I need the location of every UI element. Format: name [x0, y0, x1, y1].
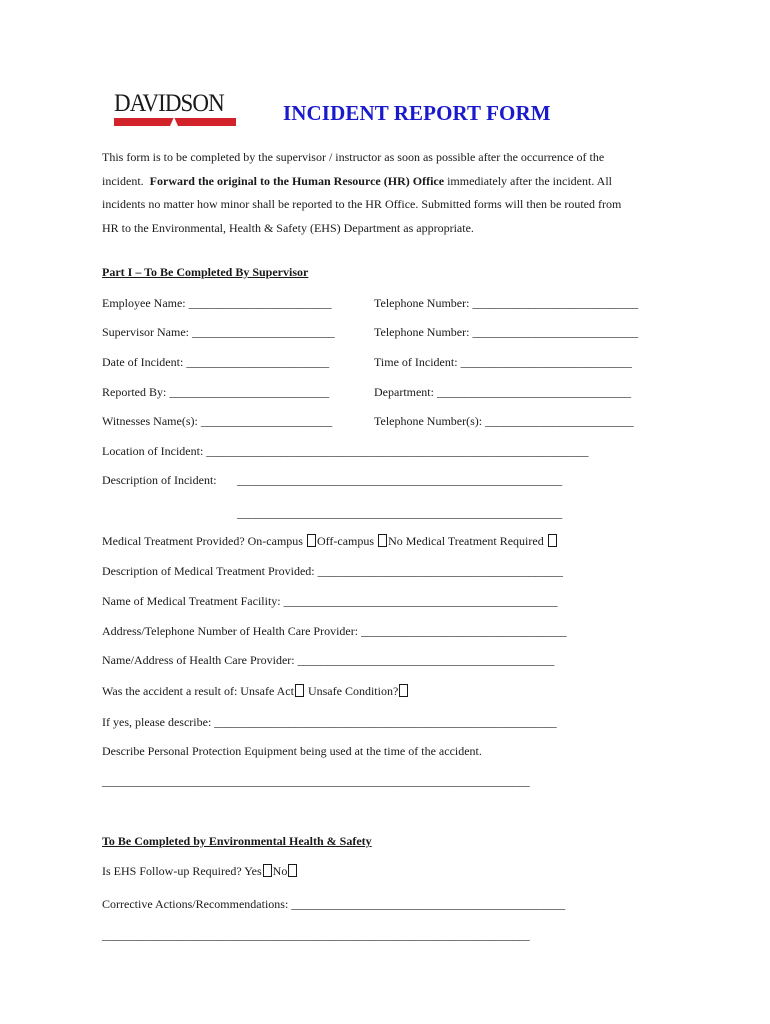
corrective-label: Corrective Actions/Recommendations:: [102, 897, 289, 911]
provider-address-field[interactable]: [102, 623, 566, 639]
department-blank[interactable]: __________________________________: [436, 385, 631, 399]
reported-by-label: Reported By:: [102, 385, 167, 399]
description-field[interactable]: [102, 472, 217, 488]
name-address-blank[interactable]: _____________________________________________: [297, 653, 555, 667]
if-yes-field[interactable]: [102, 714, 556, 730]
part1-heading: Part I – To Be Completed By Supervisor: [102, 265, 309, 279]
employee-phone-label: Telephone Number:: [374, 296, 470, 310]
employee-name-label: Employee Name:: [102, 296, 186, 310]
ehs-heading: To Be Completed by Environmental Health & Safety: [102, 834, 372, 848]
no-medical-checkbox[interactable]: [548, 534, 557, 547]
provider-address-label: Address/Telephone Number of Health Care Provider:: [102, 624, 359, 638]
on-campus-checkbox[interactable]: [307, 534, 316, 547]
witnesses-blank[interactable]: _______________________: [200, 414, 332, 428]
flame-icon: [170, 117, 178, 126]
intro-line: [102, 170, 662, 194]
ppe-blank[interactable]: ___________________________________________________________________________: [102, 774, 530, 788]
medical-desc-blank[interactable]: ___________________________________________: [317, 564, 563, 578]
accident-question-label: Was the accident a result of: Unsafe Act: [102, 684, 294, 698]
if-yes-label: If yes, please describe:: [102, 715, 212, 729]
ppe-label: Describe Personal Protection Equipment being used at the time of the accident.: [102, 744, 482, 758]
supervisor-name-label: Supervisor Name:: [102, 325, 189, 339]
corrective-blank-2[interactable]: ___________________________________________________________________________: [102, 928, 530, 942]
davidson-logo: [114, 92, 238, 128]
logo-wordmark: DAVIDSON: [114, 90, 224, 117]
supervisor-phone-label: Telephone Number:: [374, 325, 470, 339]
if-yes-blank[interactable]: ____________________________________________________________: [214, 715, 557, 729]
facility-blank[interactable]: ________________________________________________: [283, 594, 558, 608]
intro-text: incident.: [102, 173, 144, 188]
no-medical-label: No Medical Treatment Required: [388, 534, 544, 548]
location-label: Location of Incident:: [102, 444, 204, 458]
time-blank[interactable]: ______________________________: [460, 355, 632, 369]
reported-by-field[interactable]: [102, 384, 329, 400]
employee-name-blank[interactable]: _________________________: [188, 296, 332, 310]
form-title: INCIDENT REPORT FORM: [283, 101, 551, 125]
supervisor-phone-field[interactable]: [374, 324, 638, 340]
employee-phone-field[interactable]: [374, 295, 638, 311]
date-field[interactable]: [102, 354, 329, 370]
date-label: Date of Incident:: [102, 355, 184, 369]
corrective-blank[interactable]: ________________________________________________: [291, 897, 565, 911]
ehs-no-label: No: [272, 864, 288, 878]
date-blank[interactable]: _________________________: [186, 355, 329, 369]
ehs-followup-row: [102, 863, 298, 879]
department-field[interactable]: [374, 384, 631, 400]
description-label: Description of Incident:: [102, 473, 217, 487]
witnesses-label: Witnesses Name(s):: [102, 414, 198, 428]
unsafe-act-checkbox[interactable]: [295, 684, 304, 697]
witnesses-field[interactable]: [102, 413, 332, 429]
employee-phone-blank[interactable]: _____________________________: [472, 296, 638, 310]
employee-name-field[interactable]: [102, 295, 331, 311]
ehs-yes-checkbox[interactable]: [263, 864, 272, 877]
intro-line: incidents no matter how minor shall be reported to the HR Office. Submitted forms will then be routed from: [102, 197, 622, 211]
reported-by-blank[interactable]: ____________________________: [169, 385, 329, 399]
witness-phone-field[interactable]: [374, 413, 633, 429]
facility-field[interactable]: [102, 593, 557, 609]
medical-question-label: Medical Treatment Provided? On-campus: [102, 534, 303, 548]
unsafe-condition-label: Unsafe Condition?: [307, 684, 399, 698]
description-blank-1[interactable]: _________________________________________________________: [237, 473, 562, 487]
off-campus-label: Off-campus: [316, 534, 375, 548]
witness-phone-blank[interactable]: __________________________: [485, 414, 634, 428]
medical-desc-label: Description of Medical Treatment Provided:: [102, 564, 315, 578]
intro-paragraph: [102, 146, 662, 240]
medical-desc-field[interactable]: [102, 563, 563, 579]
corrective-field[interactable]: [102, 896, 565, 912]
unsafe-condition-checkbox[interactable]: [399, 684, 408, 697]
medical-treatment-row: [102, 533, 558, 549]
ehs-no-checkbox[interactable]: [288, 864, 297, 877]
time-field[interactable]: [374, 354, 632, 370]
supervisor-name-field[interactable]: [102, 324, 335, 340]
intro-text: immediately after the incident. All: [444, 173, 613, 188]
time-label: Time of Incident:: [374, 355, 458, 369]
location-blank[interactable]: ___________________________________________________________________: [206, 444, 589, 458]
intro-line: This form is to be completed by the supervisor / instructor as soon as possible after the occurrence of the: [102, 150, 605, 164]
supervisor-name-blank[interactable]: _________________________: [191, 325, 335, 339]
name-address-field[interactable]: [102, 652, 554, 668]
description-blank-2[interactable]: _________________________________________________________: [237, 506, 562, 520]
witness-phone-label: Telephone Number(s):: [374, 414, 483, 428]
ehs-followup-label: Is EHS Follow-up Required? Yes: [102, 864, 262, 878]
off-campus-checkbox[interactable]: [378, 534, 387, 547]
intro-emphasis: Forward the original to the Human Resource (HR) Office: [149, 173, 445, 188]
name-address-label: Name/Address of Health Care Provider:: [102, 653, 295, 667]
accident-cause-row: [102, 683, 409, 699]
intro-line: HR to the Environmental, Health & Safety (EHS) Department as appropriate.: [102, 220, 474, 235]
supervisor-phone-blank[interactable]: _____________________________: [472, 325, 638, 339]
department-label: Department:: [374, 385, 434, 399]
location-field[interactable]: [102, 443, 588, 459]
facility-label: Name of Medical Treatment Facility:: [102, 594, 281, 608]
provider-address-blank[interactable]: ____________________________________: [361, 624, 567, 638]
